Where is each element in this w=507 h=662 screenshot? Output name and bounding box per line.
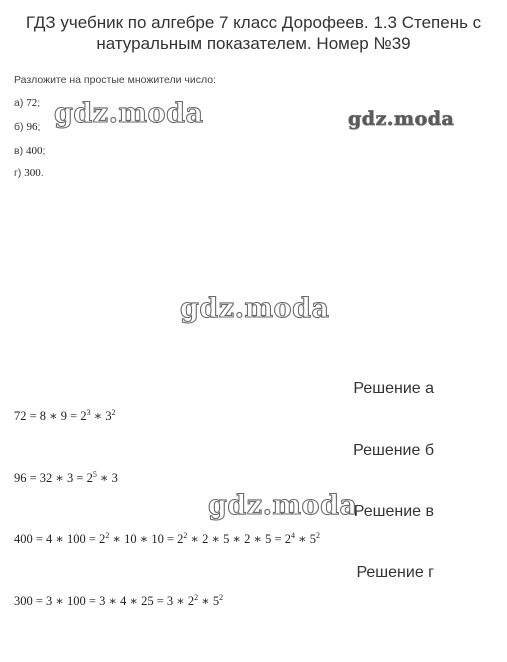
formula-text: ∗ 5	[198, 594, 220, 608]
task-end: ;	[37, 97, 41, 109]
task-item-d	[14, 167, 44, 179]
task-letter: а)	[14, 97, 24, 109]
solution-heading-d: Решение г	[356, 564, 434, 581]
task-letter: б)	[14, 121, 24, 133]
formula-exponent: 2	[111, 408, 116, 417]
formula-text: ∗ 2 ∗ 5 ∗ 2 ∗ 5 = 2	[187, 532, 291, 546]
solution-formula-d	[14, 593, 223, 609]
task-number: 96	[26, 121, 38, 133]
task-item-b	[14, 121, 40, 133]
formula-text: ∗ 5	[294, 532, 316, 546]
page-title: ГДЗ учебник по алгебре 7 класс Дорофеев. 1.3 Степень с натуральным показателем. Номер №39	[25, 13, 482, 53]
formula-text: 400 = 4 ∗ 100 = 2	[14, 532, 106, 546]
formula-exponent: 3	[86, 408, 91, 417]
formula-exponent: 2	[105, 531, 110, 540]
formula-text: ∗ 3	[96, 471, 118, 485]
task-letter: г)	[14, 167, 22, 179]
formula-exponent: 2	[194, 593, 199, 602]
formula-exponent: 2	[183, 531, 188, 540]
task-end: .	[40, 167, 44, 179]
task-letter: в)	[14, 145, 24, 157]
solution-heading-c: Решение в	[353, 503, 434, 520]
formula-text: 96 = 32 ∗ 3 = 2	[14, 471, 93, 485]
task-end: ;	[37, 121, 41, 133]
solution-formula-a	[14, 408, 116, 424]
watermark-logo: gdz.moda	[348, 108, 455, 130]
formula-exponent: 4	[290, 531, 295, 540]
task-item-c	[14, 145, 45, 157]
watermark-logo: gdz.moda	[180, 293, 330, 324]
solution-heading-a: Решение а	[353, 380, 434, 397]
solution-heading-b: Решение б	[353, 442, 434, 459]
formula-text: 300 = 3 ∗ 100 = 3 ∗ 4 ∗ 25 = 3 ∗ 2	[14, 594, 195, 608]
formula-exponent: 2	[219, 593, 224, 602]
formula-exponent: 5	[92, 470, 97, 479]
solution-formula-b	[14, 470, 118, 486]
task-number: 300	[24, 167, 41, 179]
task-item-a	[14, 97, 40, 109]
watermark-logo: gdz.moda	[54, 98, 204, 129]
formula-text: ∗ 10 ∗ 10 = 2	[109, 532, 184, 546]
formula-text: 72 = 8 ∗ 9 = 2	[14, 409, 87, 423]
task-end: ;	[42, 145, 46, 157]
task-intro: Разложите на простые множители число:	[14, 74, 216, 86]
solution-formula-c	[14, 531, 320, 547]
task-number: 72	[26, 97, 38, 109]
watermark-logo: gdz.moda	[208, 490, 358, 521]
formula-exponent: 2	[315, 531, 320, 540]
task-number: 400	[26, 145, 43, 157]
formula-text: ∗ 3	[90, 409, 112, 423]
